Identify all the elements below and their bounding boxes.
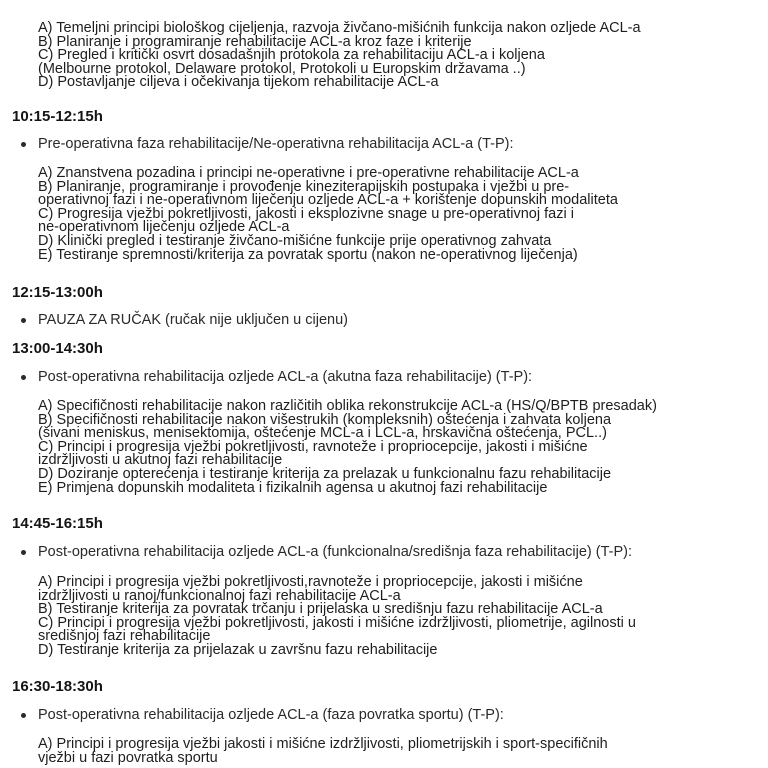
bullet-dot-icon bbox=[21, 375, 26, 380]
session-time: 10:15-12:15h bbox=[12, 108, 103, 125]
session-topic bbox=[0, 135, 768, 153]
session-time: 16:30-18:30h bbox=[12, 678, 103, 695]
bullet-dot-icon bbox=[21, 142, 26, 147]
list-item-text: A) Specifičnosti rehabilitacije nakon različitih oblika rekonstrukcije ACL-a (HS/Q/BPTB presadak) bbox=[38, 398, 657, 414]
list-item bbox=[38, 178, 764, 209]
list-item-text: E) Primjena dopunskih modaliteta i fizikalnih agensa u akutnoj fazi rehabilitacije bbox=[38, 479, 548, 496]
list-item-continuation: operativnoj fazi i ne-operativnom liječenju ozljede ACL-a + korištenje dopunskih modaliteta bbox=[38, 192, 618, 209]
session-items-list bbox=[0, 167, 768, 262]
list-item-text: A) Temeljni principi biološkog cijeljenja, razvoja živčano-mišićnih funkcija nakon ozljede ACL-a bbox=[38, 20, 641, 36]
list-item-text: C) Principi i progresija vježbi pokretljivosti, jakosti i mišićne izdržljivosti, pliometrije, agilnosti u bbox=[38, 614, 636, 631]
list-item-text: D) Testiranje kriterija za prijelazak u završnu fazu rehabilitacije bbox=[38, 641, 438, 658]
session-topic-text: Pre-operativna faza rehabilitacije/Ne-operativna rehabilitacija ACL-a (T-P): bbox=[38, 136, 514, 152]
list-item-text: D) Postavljanje ciljeva i očekivanja tijekom rehabilitacije ACL-a bbox=[38, 74, 439, 91]
session-time: 13:00-14:30h bbox=[12, 340, 103, 357]
list-item bbox=[38, 49, 764, 76]
list-item-text: E) Testiranje spremnosti/kriterija za povratak sportu (nakon ne-operativnog liječenja) bbox=[38, 246, 578, 263]
list-item-text: D) Doziranje opterećenja i testiranje kriterija za prelazak u funkcionalnu fazu rehabilitacije bbox=[38, 465, 612, 482]
list-item bbox=[38, 479, 764, 496]
list-item-text: D) Klinički pregled i testiranje živčano-mišićne funkcije prije operativnog zahvata bbox=[38, 232, 552, 249]
list-item-continuation: izdržljivosti u akutnoj fazi rehabilitacije bbox=[38, 452, 283, 469]
list-item bbox=[38, 76, 764, 90]
session-time: 12:15-13:00h bbox=[12, 284, 103, 301]
list-item-continuation: ne-operativnom liječenju ozljede ACL-a bbox=[38, 219, 290, 236]
bullet-dot-icon bbox=[21, 550, 26, 555]
list-item bbox=[38, 738, 764, 765]
list-item bbox=[38, 641, 764, 658]
list-item-text: C) Pregled i kritički osvrt dosadašnjih protokola za rehabilitaciju ACL-a i koljena bbox=[38, 47, 545, 64]
session-items-list bbox=[0, 738, 768, 765]
session-topic-text: PAUZA ZA RUČAK (ručak nije uključen u cijenu) bbox=[38, 312, 348, 328]
list-item-text: B) Specifičnosti rehabilitacije nakon višestrukih (kompleksnih) oštećenja i zahvata koljena bbox=[38, 411, 612, 428]
list-item-continuation: središnjoj fazi rehabilitacije bbox=[38, 628, 211, 645]
list-item-text: A) Principi i progresija vježbi jakosti i mišićne izdržljivosti, pliometrijskih i sport-specifičnih bbox=[38, 736, 608, 752]
session-topic-text: Post-operativna rehabilitacija ozljede ACL-a (faza povratka sportu) (T-P): bbox=[38, 707, 504, 723]
session-topic-text: Post-operativna rehabilitacija ozljede ACL-a (funkcionalna/središnja faza rehabilitacije) (T-P): bbox=[38, 544, 632, 560]
session-topic bbox=[0, 311, 768, 329]
session-items-list bbox=[0, 400, 768, 495]
list-item bbox=[38, 614, 764, 645]
session-topic bbox=[0, 706, 768, 724]
bullet-dot-icon bbox=[21, 713, 26, 718]
list-item-continuation: izdržljivosti u ranoj/funkcionalnoj fazi rehabilitacije ACL-a bbox=[38, 587, 401, 604]
list-item bbox=[38, 205, 764, 236]
session-topic-text: Post-operativna rehabilitacija ozljede ACL-a (akutna faza rehabilitacije) (T-P): bbox=[38, 369, 533, 385]
bullet-dot-icon bbox=[21, 318, 26, 323]
list-item-text: C) Progresija vježbi pokretljivosti, jakosti i eksplozivne snage u pre-operativnoj fazi i bbox=[38, 205, 574, 222]
list-item bbox=[38, 411, 764, 442]
list-item-text: B) Planiranje, programiranje i provođenje kineziterapijskih postupaka i vježbi u pre- bbox=[38, 178, 570, 195]
session-items-list bbox=[0, 576, 768, 658]
session-topic bbox=[0, 368, 768, 386]
list-item-continuation: vježbi u fazi povratka sportu bbox=[38, 749, 218, 766]
list-item-continuation: (šivani meniskus, menisektomija, oštećenje MCL-a i LCL-a, hrskavična oštećenja, PCL..) bbox=[38, 425, 607, 442]
list-item-text: B) Planiranje i programiranje rehabilitacije ACL-a kroz faze i kriterije bbox=[38, 33, 472, 50]
list-item-text: A) Principi i progresija vježbi pokretljivosti,ravnoteže i propriocepcije, jakosti i mišićne bbox=[38, 574, 583, 590]
list-item-continuation: (Melbourne protokol, Delaware protokol, Protokoli u Europskim državama ..) bbox=[38, 60, 526, 77]
list-item bbox=[38, 246, 764, 263]
list-item-text: C) Principi i progresija vježbi pokretljivosti, ravnoteže i propriocepcije, jakosti i mišićne bbox=[38, 438, 588, 455]
session-topic bbox=[0, 543, 768, 561]
session-time: 14:45-16:15h bbox=[12, 515, 103, 532]
session-items-list bbox=[0, 22, 768, 90]
list-item bbox=[38, 438, 764, 469]
list-item-text: B) Testiranje kriterija za povratak trčanju i prijelaska u središnju fazu rehabilitacije ACL-a bbox=[38, 601, 603, 618]
list-item-text: A) Znanstvena pozadina i principi ne-operativne i pre-operativne rehabilitacije ACL-a bbox=[38, 165, 579, 181]
list-item bbox=[38, 576, 764, 603]
